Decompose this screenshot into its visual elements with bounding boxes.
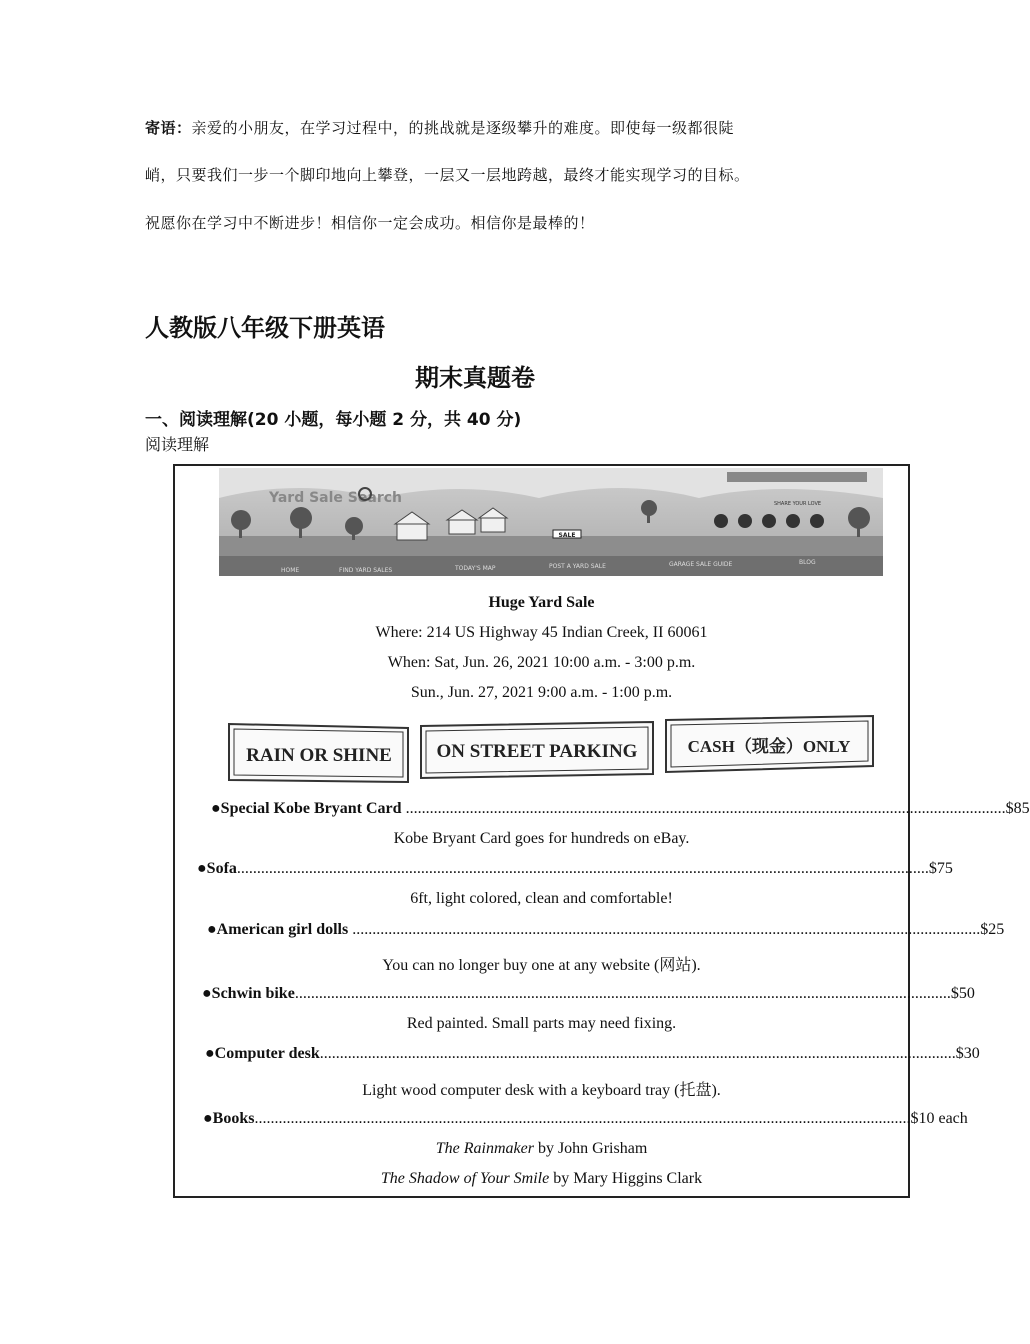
item-kobe-card: ●Special Kobe Bryant Card ...................................................................................................................................................... $85 — [211, 800, 1030, 817]
pinterest-icon — [738, 514, 752, 528]
item-price: $10 each — [910, 1110, 968, 1127]
item-price: $30 — [955, 1045, 980, 1062]
ad-when-sat: When: Sat, Jun. 26, 2021 10:00 a.m. - 3:00 p.m. — [387, 654, 696, 671]
item-name: ●Computer desk — [205, 1045, 320, 1062]
book-2 — [175, 1170, 908, 1188]
banner-sale-sign: SALE — [558, 532, 576, 539]
banner-nav-map: TODAY'S MAP — [455, 565, 496, 572]
item-bike: ●Schwin bike .................................................................................................................................................................... $50 — [202, 985, 975, 1002]
item-desc-bike: Red painted. Small parts may need fixing. — [406, 1015, 677, 1032]
intro-label: 寄语： — [145, 119, 192, 137]
instagram-icon — [762, 514, 776, 528]
ad-signs — [225, 712, 885, 786]
banner-logo: Yard Sale Search — [269, 490, 402, 506]
intro-line-3: 祝愿你在学习中不断进步！相信你一定会成功。相信你是最棒的！ — [145, 214, 595, 232]
item-price: $85 — [1005, 800, 1030, 817]
item-desk: ●Computer desk ............................................................................................................................................................... $30 — [205, 1045, 980, 1062]
reading-passage-box — [173, 464, 1030, 1198]
section-heading: 一、阅读理解(20 小题，每小题 2 分，共 40 分) — [145, 410, 522, 430]
intro-text-1: 亲爱的小朋友，在学习过程中，的挑战就是逐级攀升的难度。即使每一级都很陡 — [191, 119, 735, 137]
banner-nav-post: POST A YARD SALE — [549, 563, 606, 570]
item-dolls: ●American girl dolls ............................................................................................................................................................. $25 — [207, 921, 1005, 938]
banner-nav-guide: GARAGE SALE GUIDE — [669, 561, 733, 568]
ad-heading: Huge Yard Sale — [488, 594, 595, 611]
item-desc-kobe-card: Kobe Bryant Card goes for hundreds on eBay. — [393, 830, 690, 847]
facebook-icon — [714, 514, 728, 528]
item-desc-dolls: You can no longer buy one at any website (网站). — [382, 957, 701, 974]
item-desc-desk: Light wood computer desk with a keyboard tray (托盘). — [362, 1082, 721, 1099]
item-books: ●Books .................................................................................................................................................................... $10 each — [203, 1110, 968, 1127]
sign-street-parking: ON STREET PARKING — [436, 741, 638, 762]
sign-cash-only: CASH（现金）ONLY — [687, 737, 851, 756]
book-1 — [175, 1140, 908, 1158]
intro-line-2: 峭，只要我们一步一个脚印地向上攀登，一层又一层地跨越，最终才能实现学习的目标。 — [145, 166, 750, 184]
item-price: $75 — [928, 860, 953, 877]
item-name: ●Schwin bike — [202, 985, 295, 1002]
item-name: ●Special Kobe Bryant Card — [211, 800, 402, 817]
item-desc-sofa: 6ft, light colored, clean and comfortable! — [410, 890, 673, 907]
book-author: by Mary Higgins Clark — [549, 1170, 703, 1187]
ad-when-sun: Sun., Jun. 27, 2021 9:00 a.m. - 1:00 p.m. — [410, 684, 673, 701]
sign-rain-or-shine: RAIN OR SHINE — [246, 745, 392, 766]
item-name: ●Books — [203, 1110, 255, 1127]
yard-sale-banner — [219, 468, 883, 576]
book-author: by John Grisham — [533, 1140, 648, 1157]
page-title: 人教版八年级下册英语 — [145, 314, 385, 342]
book-title: The Rainmaker — [435, 1140, 534, 1157]
twitter-icon — [786, 514, 800, 528]
banner-nav-find: FIND YARD SALES — [339, 567, 393, 574]
item-price: $25 — [980, 921, 1005, 938]
section-label: 阅读理解 — [145, 435, 210, 454]
book-title: The Shadow of Your Smile — [380, 1170, 550, 1187]
item-sofa: ●Sofa ............................................................................................................................................................................. $75 — [197, 860, 953, 877]
item-price: $50 — [950, 985, 975, 1002]
ad-where: Where: 214 US Highway 45 Indian Creek, II 60061 — [375, 624, 708, 641]
item-name: ●American girl dolls — [207, 921, 349, 938]
email-icon — [810, 514, 824, 528]
banner-nav-blog: BLOG — [799, 559, 816, 566]
banner-nav-home: HOME — [281, 567, 300, 574]
intro-line-1 — [145, 117, 734, 138]
banner-share-label: SHARE YOUR LOVE — [774, 501, 822, 507]
item-name: ●Sofa — [197, 860, 237, 877]
page-subtitle: 期末真题卷 — [415, 364, 535, 392]
